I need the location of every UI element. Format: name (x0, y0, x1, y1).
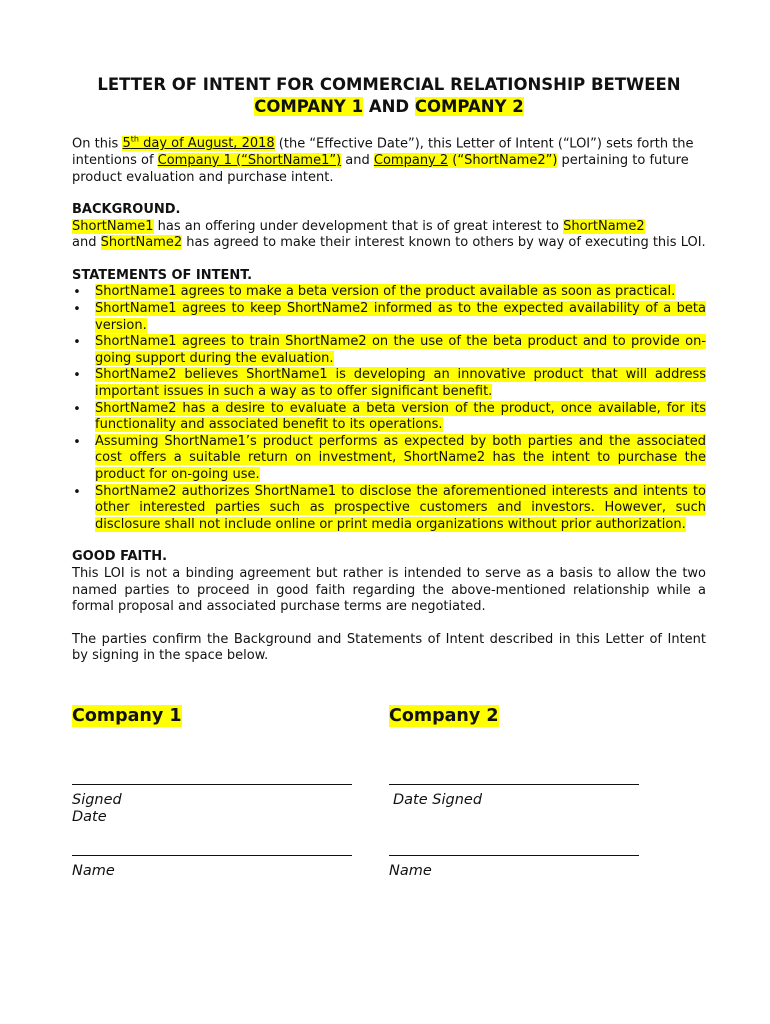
statement-text: Assuming ShortName1’s product performs as expected by both parties and the associated cost offers a suitable return on investment, ShortName2 has the intent to purchase the product for on-going use. (95, 433, 706, 483)
statements-list (72, 284, 706, 533)
background-and: and (72, 235, 101, 251)
bullet-icon: • (73, 335, 81, 351)
bullet-icon: • (73, 285, 81, 301)
good-faith-section (72, 549, 706, 615)
confirm-paragraph: The parties confirm the Background and Statements of Intent described in this Letter of Intent by signing in the space below. (72, 631, 706, 664)
list-item (72, 301, 706, 334)
intro-company-1: Company 1 (“ShortName1”) (157, 152, 342, 168)
intro-day-sup: th (130, 135, 139, 144)
statement-text: ShortName2 authorizes ShortName1 to disclose the aforementioned interests and intents to other interested parties such as prospective customers and investors. However, such disclosure shall not include online or print media organizations without prior authorization. (95, 483, 706, 532)
title-company-1: COMPANY 1 (254, 97, 364, 116)
background-heading: BACKGROUND. (72, 202, 181, 218)
list-item (72, 284, 706, 301)
title-line-1: LETTER OF INTENT FOR COMMERCIAL RELATIONSHIP BETWEEN (97, 75, 681, 94)
statement-text: ShortName1 agrees to make a beta version of the product available as soon as practical. (95, 284, 676, 300)
title-company-2: COMPANY 2 (414, 97, 524, 116)
statement-text: ShortName1 agrees to train ShortName2 on the use of the beta product and to provide on-going support during the evaluation. (95, 334, 706, 366)
list-item (72, 367, 706, 400)
title-line-2 (72, 96, 706, 118)
bullet-icon: • (73, 368, 81, 384)
background-short-2a: ShortName2 (563, 218, 645, 234)
title-and: AND (363, 97, 415, 116)
background-short-1: ShortName1 (72, 218, 154, 234)
list-item (72, 484, 706, 534)
good-faith-heading: GOOD FAITH. (72, 549, 168, 565)
statements-section (72, 268, 706, 534)
background-text-3: has agreed to make their interest known to others by way of executing this LOI. (182, 235, 706, 251)
signature-column-company-1 (72, 705, 352, 727)
intro-mid-2: and (341, 152, 374, 168)
background-text-1: has an offering under development that is of great interest to (153, 218, 564, 234)
name-label-right: Name (389, 862, 432, 879)
bullet-icon: • (73, 401, 81, 417)
name-line-company-1[interactable] (72, 855, 352, 856)
bullet-icon: • (73, 434, 81, 450)
intro-short-2: (“ShortName2”) (452, 152, 558, 168)
statements-heading: STATEMENTS OF INTENT. (72, 267, 253, 283)
name-label-left: Name (72, 862, 115, 879)
signed-date-label-left: Signed Date (72, 791, 122, 825)
signature-company-2: Company 2 (389, 705, 499, 726)
intro-paragraph (72, 132, 706, 186)
background-section (72, 202, 706, 252)
intro-day-num: 5 (122, 136, 131, 152)
list-item (72, 401, 706, 434)
date-signed-label-right: Date Signed (393, 791, 483, 808)
bullet-icon: • (73, 302, 81, 318)
signature-company-1: Company 1 (72, 705, 182, 726)
statement-text: ShortName1 agrees to keep ShortName2 informed as to the expected availability of a beta version. (95, 301, 706, 333)
signature-line-company-1[interactable] (72, 784, 352, 785)
signature-column-company-2 (389, 705, 639, 727)
list-item (72, 334, 706, 367)
bullet-icon: • (73, 484, 81, 500)
list-item (72, 434, 706, 484)
intro-mid-1: (the “Effective Date”), this Letter of Intent (“LOI”) sets forth the intentions of (72, 136, 694, 168)
background-short-2b: ShortName2 (100, 235, 183, 251)
intro-company-2: Company 2 (373, 152, 449, 168)
document-title (72, 74, 706, 118)
intro-date (122, 136, 274, 151)
statement-text: ShortName2 believes ShortName1 is developing an innovative product that will address important issues in such a way as to offer significant benefit. (95, 367, 706, 400)
signature-line-company-2[interactable] (389, 784, 639, 785)
intro-pre: On this (72, 136, 123, 152)
name-line-company-2[interactable] (389, 855, 639, 856)
signature-block (72, 705, 706, 935)
intro-end: pertaining to future product evaluation and purchase intent. (72, 152, 689, 185)
good-faith-paragraph: This LOI is not a binding agreement but rather is intended to serve as a basis to allow the two named parties to proceed in good faith regarding the above-mentioned relationship while a formal proposal and associated purchase terms are negotiated. (72, 565, 706, 615)
intro-day-rest: day of August, 2018 (138, 136, 275, 152)
statement-text: ShortName2 has a desire to evaluate a beta version of the product, once available, for its functionality and associated benefit to its operations. (95, 400, 706, 433)
background-paragraph (72, 219, 706, 252)
